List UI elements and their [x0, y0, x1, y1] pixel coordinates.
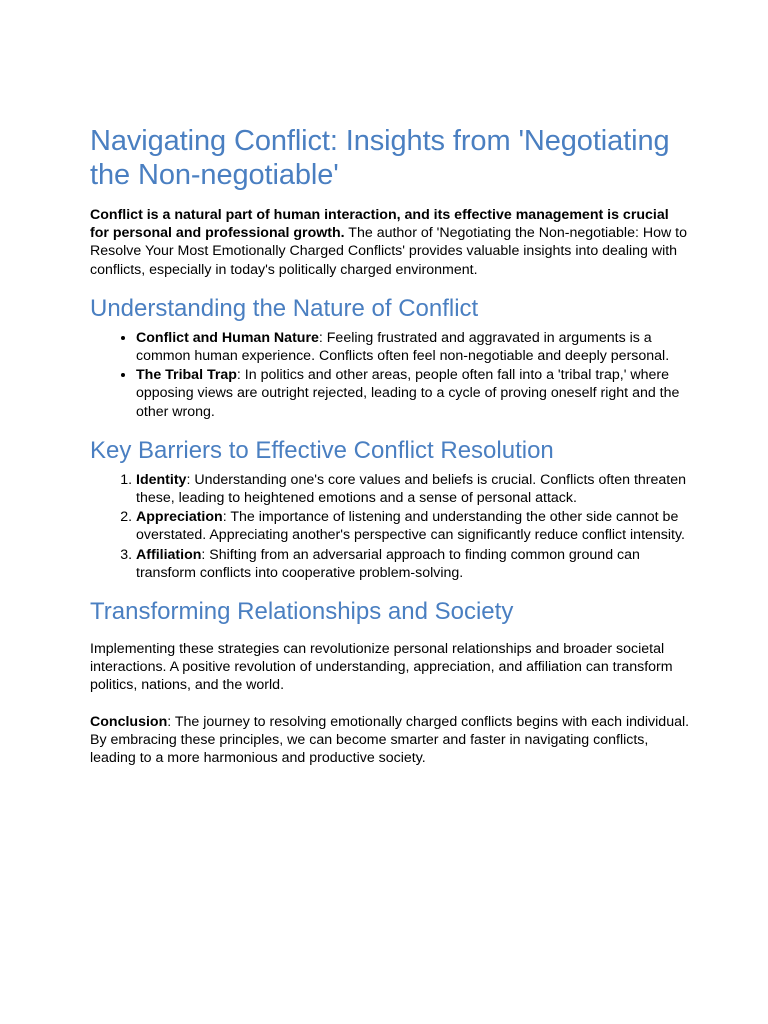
transforming-paragraph: Implementing these strategies can revolutionize personal relationships and broader societal interactions. A positive revolution of understanding, appreciation, and affiliation can transform politics, nations, and the world.	[90, 641, 673, 694]
list-item-term: The Tribal Trap	[136, 367, 237, 384]
conclusion-text: : The journey to resolving emotionally charged conflicts begins with each individual. By embracing these principles, we can become smarter and faster in navigating conflicts, leading to a more harmonious and productive society.	[90, 713, 690, 767]
list-item	[136, 471, 690, 507]
section-heading-barriers: Key Barriers to Effective Conflict Resolution	[90, 436, 554, 464]
list-item	[136, 508, 690, 544]
intro-paragraph	[90, 206, 690, 279]
section-heading-nature: Understanding the Nature of Conflict	[90, 294, 479, 322]
list-item-text: : The importance of listening and understanding the other side cannot be overstated. Appreciating another's perspective can significantly reduce conflict intensity.	[136, 509, 685, 544]
list-item	[136, 546, 690, 582]
conclusion-paragraph	[90, 713, 690, 768]
list-item-term: Affiliation	[136, 546, 202, 563]
document-title: Navigating Conflict: Insights from 'Negotiating the Non-negotiable'	[90, 125, 670, 191]
list-item	[136, 366, 690, 421]
intro-text: The author of 'Negotiating the Non-negotiable: How to Resolve Your Most Emotionally Charged Conflicts' provides valuable insights into dealing with conflicts, especially in today's politically charged environment.	[90, 225, 688, 278]
bullet-list-nature	[90, 329, 690, 421]
section-transforming	[90, 598, 690, 767]
numbered-list-barriers	[90, 471, 690, 582]
list-item-text: : Feeling frustrated and aggravated in arguments is a common human experience. Conflicts often feel non-negotiable and deeply personal.	[136, 329, 670, 365]
section-heading-transforming: Transforming Relationships and Society	[90, 598, 514, 626]
list-item	[136, 329, 690, 365]
list-item-term: Appreciation	[136, 509, 223, 526]
list-item-text: : Understanding one's core values and beliefs is crucial. Conflicts often threaten these, leading to heightened emotions and a sense of personal attack.	[136, 471, 687, 507]
list-item-text: : In politics and other areas, people often fall into a 'tribal trap,' where opposing views are outright rejected, leading to a cycle of proving oneself right and the other wrong.	[136, 367, 680, 420]
intro-bold-text: Conflict is a natural part of human interaction, and its effective management is crucial for personal and professional growth.	[90, 207, 669, 242]
list-item-term: Conflict and Human Nature	[136, 329, 319, 346]
list-item-text: : Shifting from an adversarial approach to finding common ground can transform conflicts into cooperative problem-solving.	[136, 546, 640, 581]
list-item-term: Identity	[136, 471, 187, 488]
conclusion-term: Conclusion	[90, 713, 168, 730]
document-page	[90, 124, 690, 785]
